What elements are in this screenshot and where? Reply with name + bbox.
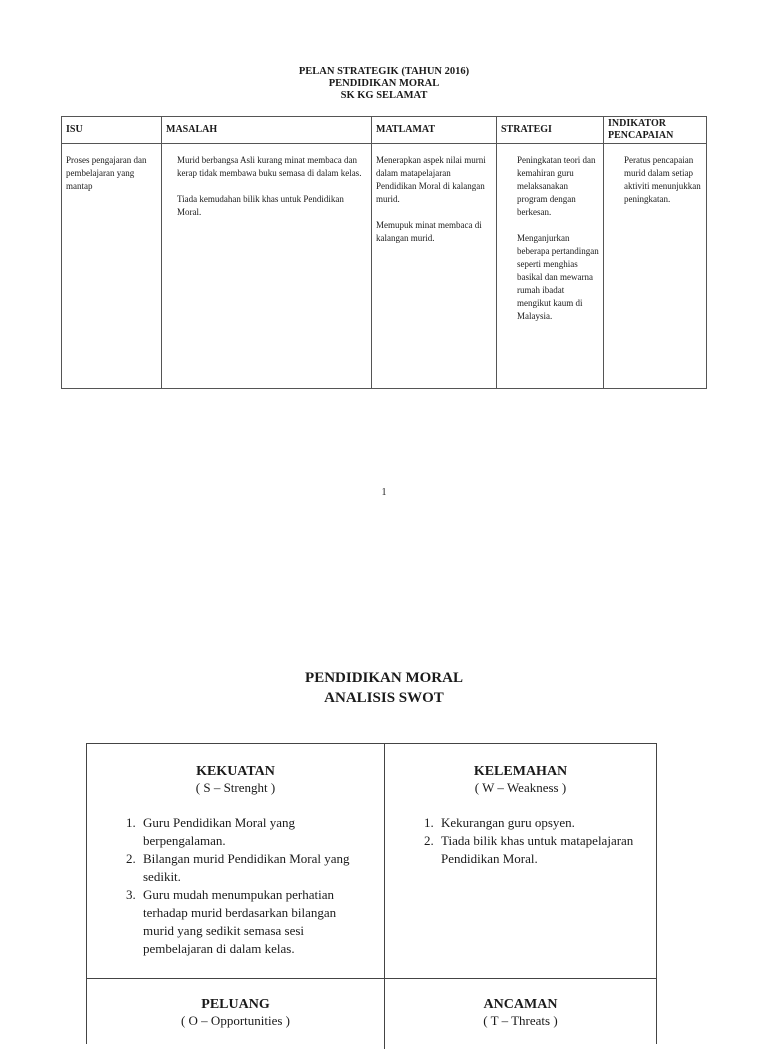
swot-title-line: PENDIDIKAN MORAL [305,670,463,686]
column-header-isu: ISU [62,117,162,144]
weakness-list [385,814,656,868]
swot-threat-box [385,979,656,1049]
plan-title-line: SK KG SELAMAT [340,90,428,101]
cell-isu [62,144,162,389]
strength-title: KEKUATAN [196,764,275,779]
weakness-title: KELEMAHAN [473,764,568,779]
weakness-subtitle: ( W – Weakness ) [474,780,567,795]
plan-heading [0,66,768,102]
list-item: 2. Tiada bilik khas untuk matapelajaran Pendidikan Moral. [437,832,642,868]
opportunity-subtitle: ( O – Opportunities ) [180,1013,291,1028]
cell-text: Peningkatan teori dan kemahiran guru melaksanakan program dengan berkesan. [517,155,596,217]
cell-indikator [604,144,707,389]
plan-title-line: PENDIDIKAN MORAL [328,78,440,89]
cell-text: Menerapkan aspek nilai murni dalam matapelajaran Pendidikan Moral di kalangan murid. [376,155,486,204]
cell-masalah [162,144,372,389]
column-header-indikator: INDIKATOR PENCAPAIAN [604,117,707,144]
swot-heading [0,668,768,708]
cell-strategi [497,144,604,389]
cell-text: Proses pengajaran dan pembelajaran yang mantap [66,155,147,191]
list-item: 1. Kekurangan guru opsyen. [437,814,642,832]
list-item: 1. Guru Pendidikan Moral yang berpengalaman. [139,814,370,850]
threat-title: ANCAMAN [483,997,558,1012]
cell-text: Tiada kemudahan bilik khas untuk Pendidikan Moral. [177,194,344,217]
column-header-strategi: STRATEGI [497,117,604,144]
swot-opportunity-box [87,979,385,1049]
cell-text: Menganjurkan beberapa pertandingan seperti menghias basikal dan mewarna rumah ibadat mengikut kaum di Malaysia. [517,233,599,321]
column-header-masalah: MASALAH [162,117,372,144]
column-header-matlamat: MATLAMAT [372,117,497,144]
swot-weakness-box [385,744,656,979]
swot-grid [86,743,657,1044]
table-row [62,144,707,389]
threat-subtitle: ( T – Threats ) [483,1013,558,1028]
plan-title-line: PELAN STRATEGIK (TAHUN 2016) [298,66,470,77]
strength-subtitle: ( S – Strenght ) [195,780,276,795]
strength-list [87,814,384,958]
opportunity-title: PELUANG [201,997,270,1012]
list-item: 3. Guru mudah menumpukan perhatian terhadap murid berdasarkan bilangan murid yang sedikit semasa sesi pembelajaran di dalam kelas. [139,886,370,958]
cell-text: Memupuk minat membaca di kalangan murid. [376,220,482,243]
swot-title-line: ANALISIS SWOT [324,690,444,706]
list-item: 2. Bilangan murid Pendidikan Moral yang sedikit. [139,850,370,886]
swot-strength-box [87,744,385,979]
cell-text: Murid berbangsa Asli kurang minat membaca dan kerap tidak membawa buku semasa di dalam kelas. [177,155,362,178]
table-header-row [62,117,707,144]
strategic-plan-table [61,116,707,389]
cell-text: Peratus pencapaian murid dalam setiap aktiviti menunjukkan peningkatan. [624,155,701,204]
page-number: 1 [381,487,387,498]
cell-matlamat [372,144,497,389]
